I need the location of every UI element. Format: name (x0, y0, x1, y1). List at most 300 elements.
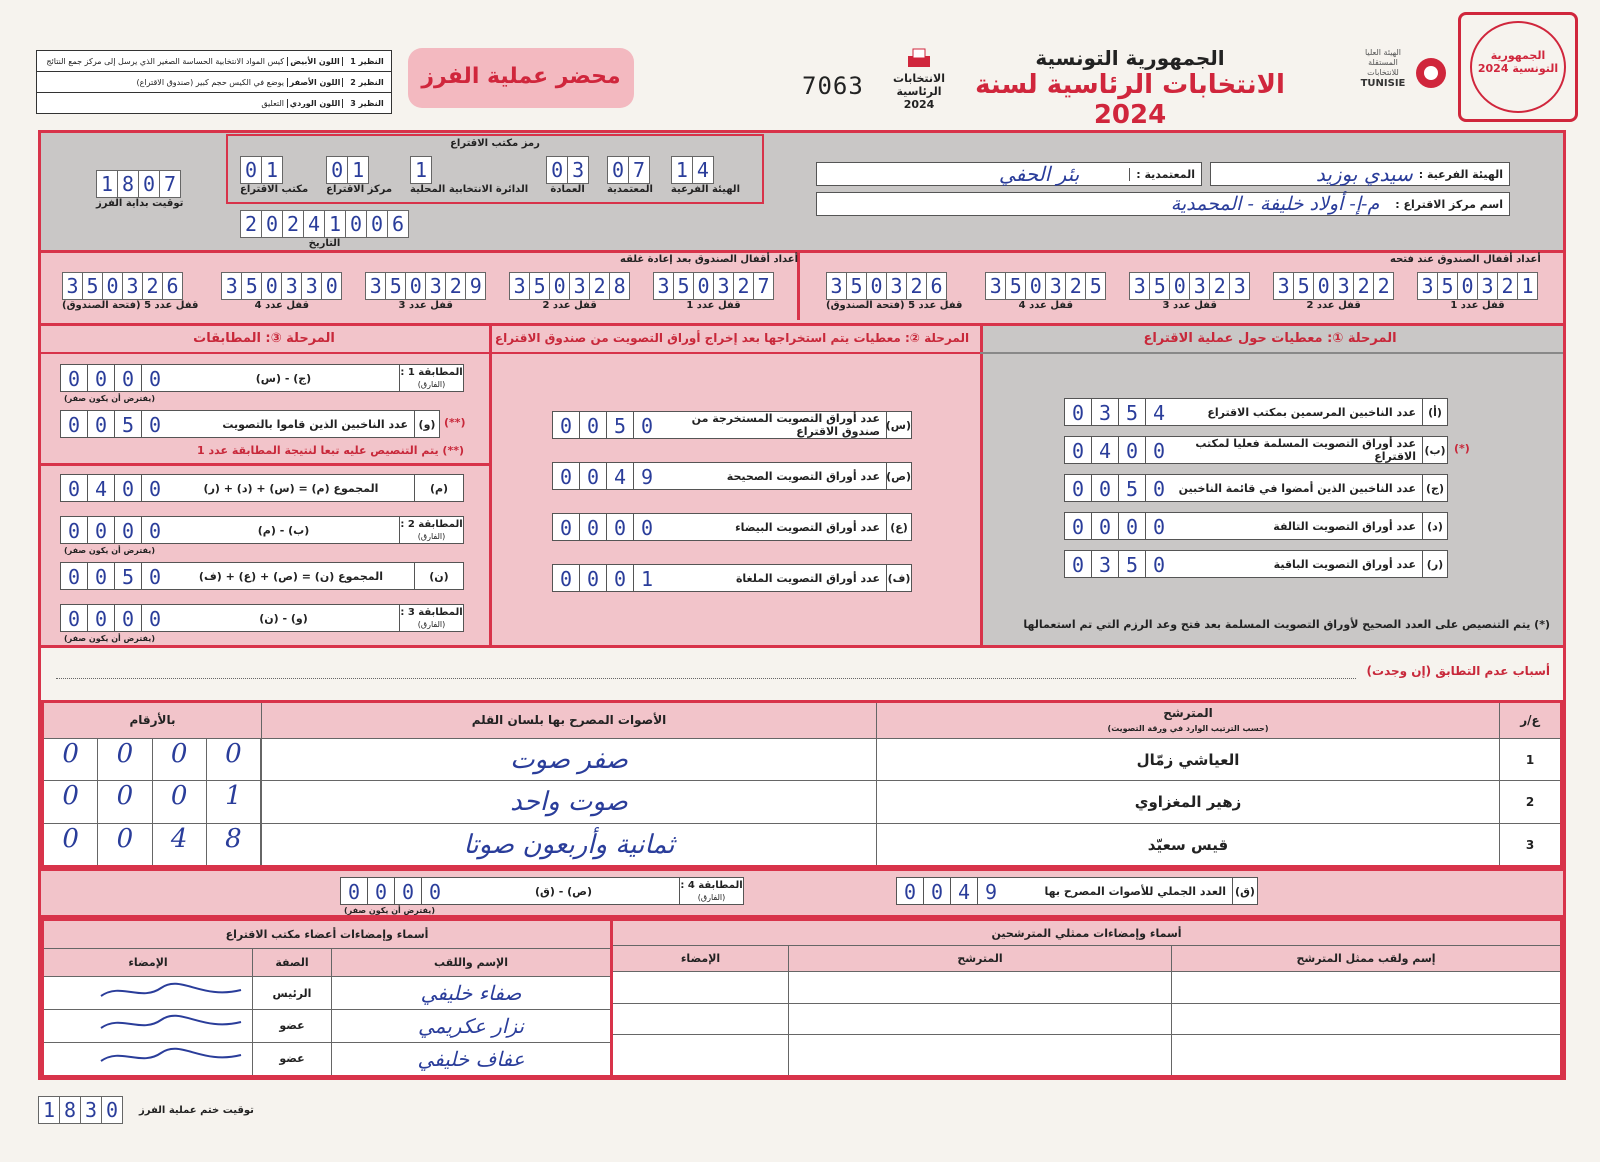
digit: 0 (88, 411, 115, 437)
member-role: عضو (253, 1010, 332, 1043)
digit: 0 (240, 156, 261, 184)
candidate-votes-words: ثمانية وأربعون صوتا (262, 824, 877, 867)
lock-label: قفل عدد 4 (1018, 300, 1073, 311)
lock-entry (653, 272, 774, 311)
office-code-digits (240, 156, 308, 184)
stage1-code: (د) (1422, 513, 1447, 539)
digit: 4 (607, 463, 634, 489)
center-field (816, 192, 1510, 216)
digit: 0 (88, 563, 115, 589)
digit: 0 (1152, 515, 1166, 539)
match3-row (60, 604, 464, 632)
col-words: الأصوات المصرح بها بلسان القلم (262, 702, 877, 739)
digit: 0 (1152, 553, 1166, 577)
digit: 2 (240, 210, 261, 238)
digit: 5 (846, 272, 866, 300)
lock-label: قفل عدد 5 (فتحة الصندوق) (826, 300, 963, 311)
lock-entry (1417, 272, 1538, 311)
candidate-row (43, 738, 1562, 781)
digit: 0 (580, 412, 607, 438)
match1-value (61, 365, 168, 391)
office-code-4 (326, 156, 392, 195)
digit: 7 (628, 156, 650, 184)
reps-signatures (610, 918, 1563, 1078)
col-digits: بالأرقام (43, 702, 262, 739)
legend-table (36, 50, 392, 114)
digit: 5 (1005, 272, 1025, 300)
stage1-value (1065, 551, 1172, 577)
member-name: عفاف خليفي (332, 1042, 612, 1076)
lock-digits (365, 272, 486, 300)
voted-mark: (**) (444, 416, 466, 429)
voted-code: (و) (414, 411, 439, 437)
digit: 4 (692, 156, 714, 184)
digit: 0 (866, 272, 886, 300)
reps-cell (612, 1003, 789, 1035)
digit: 3 (425, 272, 445, 300)
stage1-title: المرحلة ①: معطيات حول عملية الاقتراع (1143, 331, 1397, 346)
stage2-title-rule (489, 352, 980, 354)
digit: 0 (693, 272, 713, 300)
member-row (43, 1042, 612, 1076)
digit: 5 (82, 272, 102, 300)
digit: 4 (951, 878, 978, 904)
stage1-row (1064, 436, 1448, 464)
stage2-code: (س) (886, 412, 911, 438)
member-role: الرئيس (253, 977, 332, 1010)
digit: 0 (115, 475, 142, 501)
lock-label: قفل عدد 3 (1162, 300, 1217, 311)
digit: 0 (98, 824, 152, 865)
digit: 0 (61, 365, 88, 391)
digit: 0 (326, 156, 347, 184)
office-code-digits (326, 156, 392, 184)
digit: 3 (886, 272, 906, 300)
legend-color: اللون الأصفر (287, 78, 342, 87)
col-candidate-sub: (حسب الترتيب الوارد في ورقة التصويت) (1107, 724, 1269, 734)
legend-copy: النظير 2 (342, 78, 391, 87)
digit: 3 (122, 272, 142, 300)
total-row (896, 877, 1258, 905)
digit: 3 (1417, 272, 1437, 300)
digit: 3 (221, 272, 241, 300)
digit: 0 (553, 412, 580, 438)
stage2-row (552, 513, 912, 541)
stage2-row (552, 411, 912, 439)
office-code-digits (671, 156, 740, 184)
locks-reclose-row (62, 272, 774, 311)
election-title: الانتخابات الرئاسية لسنة 2024 (975, 70, 1285, 130)
match1-label: المطابقة 1 : (400, 367, 463, 378)
digit: 0 (924, 878, 951, 904)
digit: 5 (1437, 272, 1457, 300)
digit: 3 (1189, 272, 1209, 300)
stage2-value (553, 463, 660, 489)
digit: 0 (553, 565, 580, 591)
digit: 2 (282, 210, 303, 238)
digit: 3 (1229, 272, 1250, 300)
digit: 6 (926, 272, 947, 300)
digit: 0 (1065, 437, 1092, 463)
match2-label: المطابقة 2 : (400, 519, 463, 530)
digit: 0 (148, 477, 162, 501)
stage2-row (552, 462, 912, 490)
office-code-title: رمز مكتب الاقتراع (450, 138, 540, 149)
stage1-label: عدد أوراق التصويت التالفة (1273, 519, 1416, 533)
total-label: العدد الجملي للأصوات المصرح بها (1044, 884, 1226, 898)
digit: 0 (148, 367, 162, 391)
match4-gap: (الفارق) (697, 893, 726, 902)
lock-label: قفل عدد 1 (1450, 300, 1505, 311)
legend-desc: كيس المواد الانتخابية الحساسة الصغير الذي يرسل إلى مركز جمع النتائج (46, 56, 284, 66)
members-signatures (41, 918, 613, 1078)
members-col-signature: الإمضاء (43, 948, 253, 977)
digit: 0 (1065, 475, 1092, 501)
digit: 0 (61, 475, 88, 501)
digit: 1 (38, 1096, 59, 1124)
date-block (240, 210, 409, 249)
members-col-role: الصفة (253, 948, 332, 977)
stage1-value (1065, 513, 1172, 539)
digit: 0 (44, 824, 98, 865)
digit: 2 (589, 272, 609, 300)
reps-col-signature: الإمضاء (612, 946, 789, 972)
candidates-table (41, 700, 1563, 868)
lock-digits (1129, 272, 1250, 300)
digit: 0 (115, 605, 142, 631)
digit: 3 (365, 272, 385, 300)
match3-label: المطابقة 3 : (400, 607, 463, 618)
digit: 1 (671, 156, 692, 184)
members-title: أسماء وإمضاءات أعضاء مكتب الاقتراع (43, 920, 612, 949)
voted-label: عدد الناخبين الذين قاموا بالتصويت (222, 417, 408, 431)
digit: 3 (1333, 272, 1353, 300)
digit: 5 (529, 272, 549, 300)
digit: 0 (553, 463, 580, 489)
delegation-field (816, 162, 1202, 186)
office-codes (240, 156, 740, 195)
signature-scribble (91, 1045, 251, 1069)
digit: 0 (341, 878, 368, 904)
member-name: نزار عكريمي (332, 1010, 612, 1043)
digit: 5 (607, 412, 634, 438)
digit: 9 (984, 880, 998, 904)
digit: 0 (1457, 272, 1477, 300)
digit: 0 (207, 739, 261, 781)
digit: 8 (609, 272, 630, 300)
digit: 1 (410, 156, 432, 184)
signature-scribble (91, 1012, 251, 1036)
digit: 5 (1149, 272, 1169, 300)
lock-digits (509, 272, 630, 300)
stage2-code: (ص) (886, 463, 911, 489)
reps-cell (1172, 972, 1562, 1004)
office-code-digits (546, 156, 589, 184)
lock-digits (221, 272, 342, 300)
digit: 7 (159, 170, 181, 198)
lock-entry (1129, 272, 1250, 311)
stage2-title: المرحلة ②: معطيات يتم استخراجها بعد إخراج أوراق التصويت من صندوق الاقتراع (494, 331, 970, 345)
digit: 5 (115, 563, 142, 589)
reps-title: أسماء وإمضاءات ممثلي المترشحين (612, 920, 1562, 946)
digit: 3 (301, 272, 321, 300)
digit: 6 (162, 272, 183, 300)
stage3-title: المرحلة ③: المطابقات (193, 331, 335, 346)
digit: 0 (1065, 551, 1092, 577)
digit: 3 (1092, 551, 1119, 577)
digit: 0 (580, 514, 607, 540)
digit: 8 (59, 1096, 80, 1124)
lock-digits (1417, 272, 1538, 300)
digit: 5 (673, 272, 693, 300)
stage1-row (1064, 398, 1448, 426)
date-label: التاريخ (308, 238, 341, 249)
office-code-label: المعتمدية (607, 184, 653, 195)
lock-digits (653, 272, 774, 300)
digit: 5 (1119, 551, 1146, 577)
sum-n-formula: المجموع (ن) = (ص) + (ع) + (ف) (198, 569, 384, 583)
candidate-row (43, 824, 1562, 867)
end-time-label: توقيت ختم عملية الفرز (139, 1104, 254, 1116)
digit: 0 (261, 272, 281, 300)
digit: 0 (1065, 513, 1092, 539)
sum-n-row (60, 562, 464, 590)
reps-cell (789, 1035, 1172, 1077)
sum-m-formula: المجموع (م) = (س) + (د) + (ر) (203, 481, 379, 495)
digit: 0 (1092, 513, 1119, 539)
lock-entry (826, 272, 962, 311)
digit: 0 (405, 272, 425, 300)
office-code-label: الدائرة الانتخابية المحلية (410, 184, 529, 195)
digit: 0 (395, 878, 422, 904)
total-value (897, 878, 1004, 904)
center-label: اسم مركز الاقتراع : (1395, 197, 1503, 211)
digit: 0 (61, 563, 88, 589)
digit: 1 (324, 210, 345, 238)
stage1-row (1064, 550, 1448, 578)
locks-open-title: أعداد أقفال الصندوق عند فتحه (1390, 254, 1541, 265)
digit: 5 (1293, 272, 1313, 300)
candidate-votes-words: صفر صوت (262, 738, 877, 781)
office-code-2 (546, 156, 589, 195)
digit: 2 (906, 272, 926, 300)
zero-note: (يفترض أن يكون صفر) (64, 634, 155, 643)
isie-logo: الهيئة العليا المستقلة للانتخابات TUNISIE (1352, 48, 1414, 104)
digit: 1 (1517, 272, 1538, 300)
sub-authority-value: سيدي بوزيد (1315, 162, 1413, 186)
reps-cell (1172, 1003, 1562, 1035)
form-title: محضر عملية الفرز (408, 48, 634, 108)
stage1-row (1064, 512, 1448, 540)
digit: 2 (1209, 272, 1229, 300)
digit: 0 (98, 781, 152, 823)
lock-label: قفل عدد 5 (فتحة الصندوق) (62, 300, 199, 311)
digit: 5 (241, 272, 261, 300)
lock-entry (221, 272, 342, 311)
digit: 3 (653, 272, 673, 300)
digit: 0 (101, 1096, 123, 1124)
digit: 0 (1092, 475, 1119, 501)
digit: 0 (607, 514, 634, 540)
candidate-votes-digits (43, 738, 262, 781)
end-time (38, 1096, 254, 1124)
digit: 0 (44, 781, 98, 823)
office-code-label: مركز الاقتراع (326, 184, 393, 195)
digit: 2 (1353, 272, 1373, 300)
total-code: (ق) (1232, 878, 1257, 904)
mismatch-label: أسباب عدم التطابق (إن وجدت) (1366, 664, 1550, 678)
digit: 3 (509, 272, 529, 300)
end-time-digits (38, 1096, 123, 1124)
lock-label: قفل عدد 3 (398, 300, 453, 311)
col-num: ع/ر (1500, 702, 1562, 739)
locks-open-row (826, 272, 1538, 311)
candidate-name: زهير المغزاوي (877, 781, 1500, 824)
candidate-votes-digits (43, 781, 262, 824)
member-role: عضو (253, 1042, 332, 1076)
digit: 2 (142, 272, 162, 300)
center-value: م-إ- أولاد خليفة - المحمدية (1170, 193, 1380, 215)
match3-value (61, 605, 168, 631)
sum-m-code: (م) (414, 475, 463, 501)
ballot-box-icon (904, 48, 934, 68)
digit: 0 (546, 156, 567, 184)
lock-digits (826, 272, 962, 300)
digit: 4 (303, 210, 324, 238)
voted-row (60, 410, 440, 438)
legend-color: اللون الأبيض (287, 57, 342, 66)
digit: 0 (580, 463, 607, 489)
digit: 3 (567, 156, 589, 184)
signature-scribble (91, 980, 251, 1004)
office-code-label: مكتب الاقتراع (240, 184, 309, 195)
stage1-label: عدد الناخبين المرسمين بمكتب الاقتراع (1207, 405, 1416, 419)
digit: 0 (580, 565, 607, 591)
digit: 2 (733, 272, 753, 300)
office-code-3 (410, 156, 528, 195)
member-signature (43, 977, 253, 1010)
office-code-1 (607, 156, 653, 195)
member-signature (43, 1042, 253, 1076)
digit: 0 (115, 517, 142, 543)
header-title-block (955, 46, 1305, 130)
stage1-code: (أ) (1422, 399, 1447, 425)
match2-gap: (الفارق) (417, 532, 446, 541)
digit: 5 (385, 272, 405, 300)
logo-text: الانتخابات الرئاسية 2024 (893, 72, 945, 111)
col-candidate: المترشح (1163, 706, 1213, 721)
start-time-label: توقيت بداية الفرز (96, 198, 184, 209)
digit: 2 (1065, 272, 1085, 300)
digit: 3 (1477, 272, 1497, 300)
digit: 3 (713, 272, 733, 300)
stage3-title-rule (41, 352, 489, 354)
reps-cell (612, 972, 789, 1004)
digit: 1 (261, 156, 283, 184)
lock-entry (62, 272, 198, 311)
candidate-num: 1 (1500, 738, 1562, 781)
legend-copy: النظير 3 (342, 99, 391, 108)
republic-title: الجمهورية التونسية (1035, 46, 1225, 70)
legend-color: اللون الوردي (287, 99, 342, 108)
stage2-label: عدد أوراق التصويت البيضاء (735, 520, 880, 534)
digit: 0 (88, 605, 115, 631)
digit: 0 (138, 170, 159, 198)
match2-formula: (ب) - (م) (257, 523, 310, 537)
stage2-row (552, 564, 912, 592)
office-code-label: الهيئة الفرعية (670, 184, 740, 195)
digit: 3 (281, 272, 301, 300)
digit: 0 (88, 365, 115, 391)
digit: 0 (61, 517, 88, 543)
digit: 9 (640, 465, 654, 489)
sub-authority-field (1210, 162, 1510, 186)
digit: 0 (148, 565, 162, 589)
digit: 5 (115, 411, 142, 437)
digit: 3 (1092, 399, 1119, 425)
isie-text: TUNISIE (1360, 78, 1406, 89)
members-col-name: الإسم واللقب (332, 948, 612, 977)
digit: 0 (640, 516, 654, 540)
legend-copy: النظير 1 (342, 57, 391, 66)
digit: 0 (1065, 399, 1092, 425)
start-time-digits (96, 170, 183, 198)
sum-m-row (60, 474, 464, 502)
match4-label: المطابقة 4 : (680, 880, 743, 891)
digit: 8 (117, 170, 138, 198)
digit: 5 (1085, 272, 1106, 300)
stage1-value (1065, 399, 1172, 425)
digit: 1 (347, 156, 369, 184)
digit: 0 (44, 739, 98, 781)
locks-reclose-title: أعداد أقفال الصندوق بعد إعادة غلقه (620, 254, 799, 265)
digit: 2 (1497, 272, 1517, 300)
digit: 0 (1119, 513, 1146, 539)
digit: 0 (148, 413, 162, 437)
digit: 7 (753, 272, 774, 300)
reps-cell (789, 972, 1172, 1004)
legend-desc: التعليق (261, 98, 284, 108)
member-name: صفاء خليفي (332, 977, 612, 1010)
lock-digits (1273, 272, 1394, 300)
stage2-value (553, 514, 660, 540)
tunisia-flag-icon (1416, 58, 1446, 88)
digit: 3 (1045, 272, 1065, 300)
sum-n-value (61, 563, 168, 589)
office-code-5 (240, 156, 308, 195)
lock-entry (365, 272, 486, 311)
lock-digits (985, 272, 1106, 300)
digit: 0 (1169, 272, 1189, 300)
stage2-value (553, 412, 660, 438)
digit: 0 (98, 739, 152, 781)
reps-col-candidate: المترشح (789, 946, 1172, 972)
sum-m-value (61, 475, 168, 501)
digit: 4 (88, 475, 115, 501)
digit: 3 (80, 1096, 101, 1124)
stage1-row (1064, 474, 1448, 502)
digit: 0 (115, 365, 142, 391)
digit: 0 (61, 411, 88, 437)
sub-authority-label: الهيئة الفرعية : (1418, 167, 1503, 181)
digit: 1 (640, 567, 654, 591)
stamp-text: الجمهورية التونسية 2024 (1470, 21, 1566, 113)
match4-formula: (ص) - (ق) (535, 884, 592, 898)
digit: 4 (153, 824, 207, 865)
office-code-digits (410, 156, 528, 184)
stage3-divider (41, 463, 489, 466)
mismatch-line (56, 678, 1356, 679)
